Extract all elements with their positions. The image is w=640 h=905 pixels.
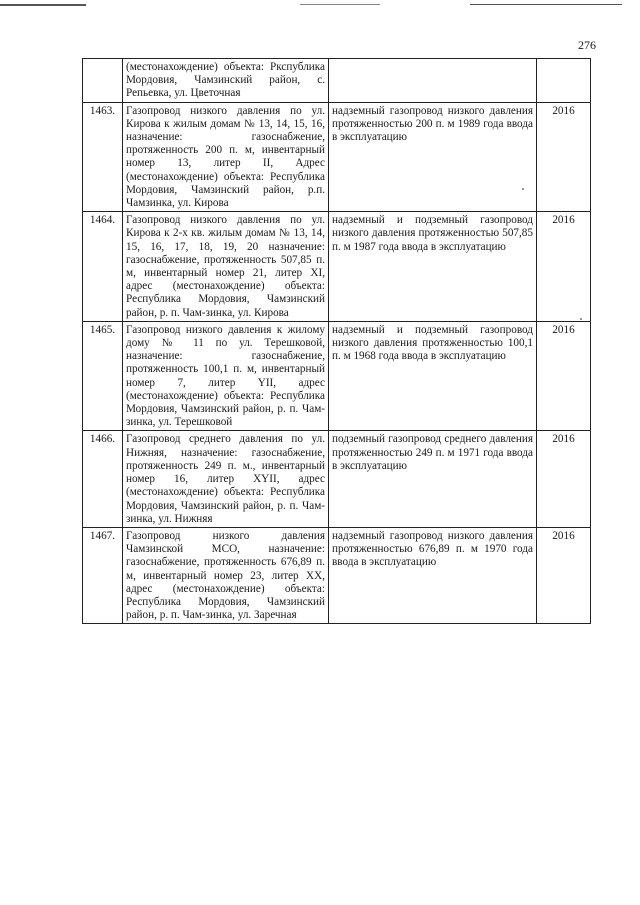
table-row <box>83 321 591 431</box>
registration-year: 2016 <box>537 527 591 623</box>
registration-year <box>537 59 591 103</box>
row-number: 1463. <box>83 102 123 212</box>
object-characteristics: надземный газопровод низкого давления протяженностью 676,89 п. м 1970 года ввода в эксплуатацию <box>329 527 537 623</box>
object-characteristics <box>329 59 537 103</box>
object-characteristics: надземный и подземный газопровод низкого давления протяженностью 100,1 п. м 1968 года ввода в эксплуатацию <box>329 321 537 431</box>
object-characteristics: надземный газопровод низкого давления протяженностью 200 п. м 1989 года ввода в эксплуатацию <box>329 102 537 212</box>
scan-speck <box>522 188 524 190</box>
page-number: 276 <box>578 38 596 52</box>
registration-year: 2016 <box>537 102 591 212</box>
row-number: 1464. <box>83 212 123 322</box>
scan-artifact-left <box>0 4 86 6</box>
row-number: 1467. <box>83 527 123 623</box>
table-row <box>83 527 591 623</box>
object-description: Газопровод низкого давления к жилому дому № 11 по ул. Терешковой, назначение: газоснабжение, протяженность 100,1 п. м, инвентарный номер 7, литер YII, адрес (местонахождение) объекта: Республика Мордовия, Чамзинский район, р. п. Чам-зинка, ул. Терешковой <box>123 321 329 431</box>
scan-artifact-right <box>470 4 622 5</box>
property-register-table <box>82 58 591 624</box>
registration-year: 2016 <box>537 431 591 527</box>
object-characteristics: подземный газопровод среднего давления протяженностью 249 п. м 1971 года ввода в эксплуатацию <box>329 431 537 527</box>
row-number: 1465. <box>83 321 123 431</box>
object-characteristics: надземный и подземный газопровод низкого давления протяженностью 507,85 п. м 1987 года ввода в эксплуатацию <box>329 212 537 322</box>
scan-artifact-middle <box>300 4 380 5</box>
registration-year: 2016 <box>537 212 591 322</box>
table-row <box>83 431 591 527</box>
table-row <box>83 102 591 212</box>
row-number: 1466. <box>83 431 123 527</box>
object-description: Газопровод среднего давления по ул. Нижняя, назначение: газоснабжение, протяженность 249 п. м., инвентарный номер 16, литер XYII, адрес (местонахождение) объекта: Республика Мордовия, Чамзинский район, р. п. Чам-зинка, ул. Нижняя <box>123 431 329 527</box>
registration-year: 2016 <box>537 321 591 431</box>
object-description: (местонахождение) объекта: Ркспублика Мордовия, Чамзинский район, с. Репьевка, ул. Цветочная <box>123 59 329 103</box>
object-description: Газопровод низкого давления по ул. Кирова к жилым домам № 13, 14, 15, 16, назначение: газоснабжение, протяженность 200 п. м, инвентарный номер 13, литер II, Адрес (местонахождение) объекта: Республика Мордовия, Чамзинский район, р.п. Чамзинка, ул. Кирова <box>123 102 329 212</box>
table-row <box>83 59 591 103</box>
object-description: Газопровод низкого давления Чамзинской МСО, назначение: газоснабжение, протяженность 676,89 п. м, инвентарный номер 23, литер XX, адрес (местонахождение) объекта: Республика Мордовия, Чамзинский район, р. п. Чам-зинка, ул. Заречная <box>123 527 329 623</box>
table-row <box>83 212 591 322</box>
row-number <box>83 59 123 103</box>
scan-speck <box>580 318 582 320</box>
object-description: Газопровод низкого давления по ул. Кирова к 2-х кв. жилым домам № 13, 14, 15, 16, 17, 18, 19, 20 назначение: газоснабжение, протяженность 507,85 п. м, инвентарный номер 21, литер XI, адрес (местонахождение) объекта: Республика Мордовия, Чамзинский район, р. п. Чам-зинка, ул. Кирова <box>123 212 329 322</box>
